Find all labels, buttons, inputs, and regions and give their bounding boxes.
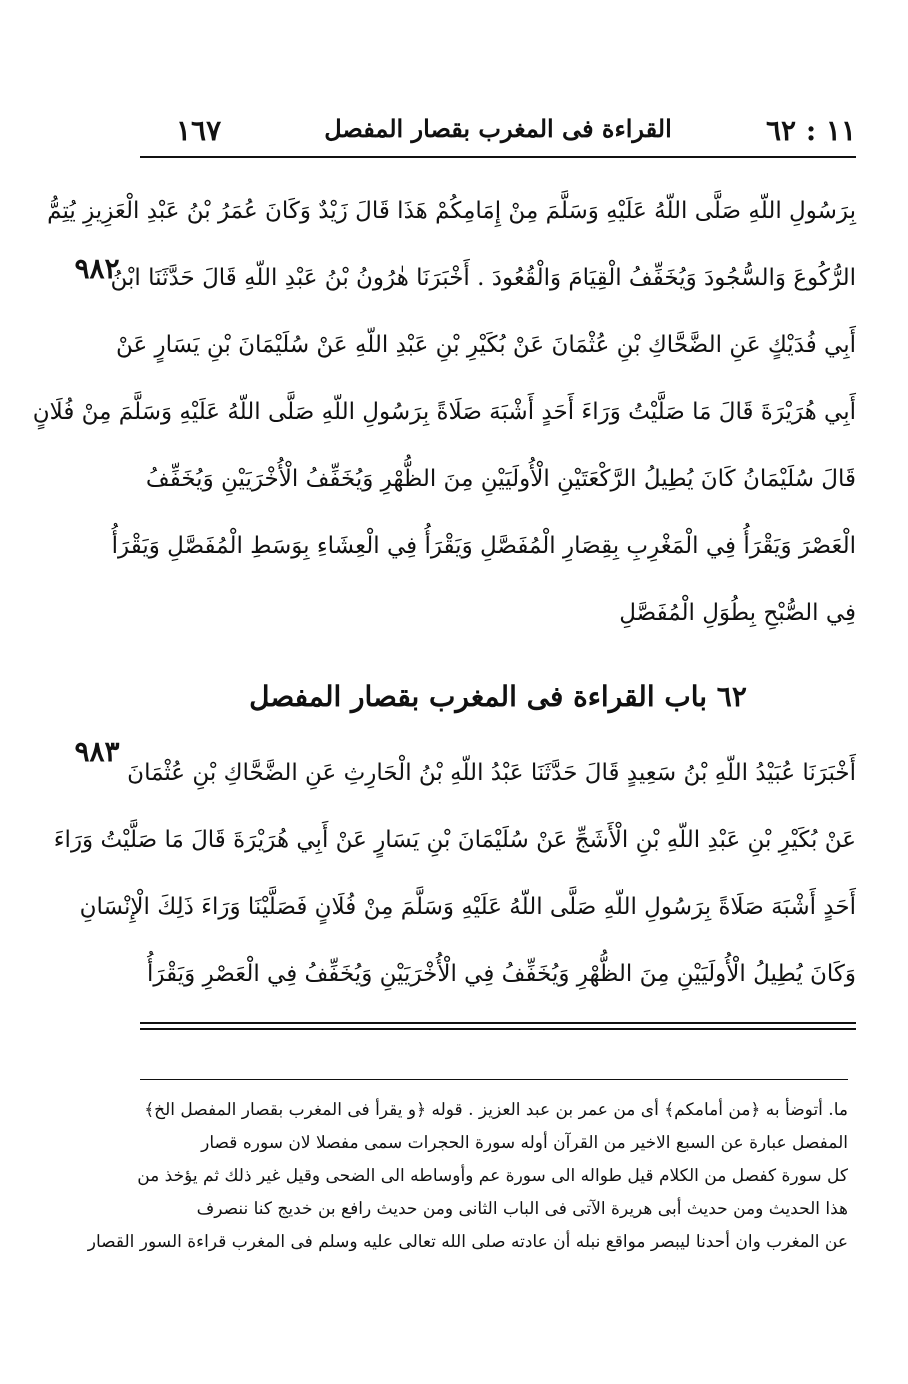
text-line: قَالَ سُلَيْمَانُ كَانَ يُطِيلُ الرَّكْعَتَيْنِ الْأُولَيَيْنِ مِنَ الظُّهْرِ وَيُخَفِّفُ الْأُخْرَيَيْنِ وَيُخَفِّفُ bbox=[145, 466, 856, 492]
note-line: كل سورة كفصل من الكلام قيل طواله الى سورة عم وأوساطه الى الضحى وقيل غير ذلك ثم يؤخذ من bbox=[137, 1166, 848, 1186]
text-line: أَبِي هُرَيْرَةَ قَالَ مَا صَلَّيْتُ وَرَاءَ أَحَدٍ أَشْبَهَ صَلَاةً بِرَسُولِ اللّهِ صَلَّى اللّهُ عَلَيْهِ وَسَلَّمَ مِنْ فُلَانٍ bbox=[32, 399, 856, 425]
page-header bbox=[140, 110, 856, 156]
hadith-number-983: ٩٨٣ bbox=[74, 735, 120, 768]
text-line: أَحَدٍ أَشْبَهَ صَلَاةً بِرَسُولِ اللّهِ صَلَّى اللّهُ عَلَيْهِ وَسَلَّمَ مِنْ فُلَانٍ فَصَلَّيْنَا وَرَاءَ ذَلِكَ الْإِنْسَانِ bbox=[79, 894, 856, 920]
header-rule bbox=[140, 156, 856, 158]
page-number: ١٦٧ bbox=[176, 114, 222, 147]
note-line: المفصل عبارة عن السبع الاخير من القرآن أوله سورة الحجرات سمى مفصلا لان سوره قصار bbox=[201, 1133, 848, 1153]
running-title: القراءة فى المغرب بقصار المفصل bbox=[324, 114, 672, 143]
text-line: بِرَسُولِ اللّهِ صَلَّى اللّهُ عَلَيْهِ وَسَلَّمَ مِنْ إِمَامِكُمْ هَذَا قَالَ زَيْدٌ وَكَانَ عُمَرُ بْنُ عَبْدِ الْعَزِيزِ يُتِمُّ bbox=[47, 198, 856, 224]
hadith-number-982: ٩٨٢ bbox=[74, 252, 120, 285]
note-line: ما. أتوضأ به ﴿من أمامكم﴾ أى من عمر بن عبد العزيز . قوله ﴿و يقرأ فى المغرب بقصار المفصل الخ﴾ bbox=[144, 1100, 848, 1120]
note-line: عن المغرب وان أحدنا ليبصر مواقع نبله أن عادته صلى الله تعالى عليه وسلم فى المغرب قراءة السور القصار bbox=[87, 1232, 848, 1252]
text-line: أَبِي فُدَيْكٍ عَنِ الضَّحَّاكِ بْنِ عُثْمَانَ عَنْ بُكَيْرِ بْنِ عَبْدِ اللّهِ عَنْ سُلَيْمَانَ بْنِ يَسَارٍ عَنْ bbox=[115, 332, 856, 358]
text-line: الْعَصْرَ وَيَقْرَأُ فِي الْمَغْرِبِ بِقِصَارِ الْمُفَصَّلِ وَيَقْرَأُ فِي الْعِشَاءِ بِوَسَطِ الْمُفَصَّلِ وَيَقْرَأُ bbox=[111, 533, 856, 559]
footnote-rule bbox=[140, 1079, 848, 1080]
double-rule-lower bbox=[140, 1028, 856, 1030]
text-line: أَخْبَرَنَا عُبَيْدُ اللّهِ بْنُ سَعِيدٍ قَالَ حَدَّثَنَا عَبْدُ اللّهِ بْنُ الْحَارِثِ عَنِ الضَّحَّاكِ بْنِ عُثْمَانَ bbox=[127, 760, 856, 786]
chapter-heading: ٦٢ باب القراءة فى المغرب بقصار المفصل bbox=[249, 680, 747, 713]
text-line: فِي الصُّبْحِ بِطُوَلِ الْمُفَصَّلِ bbox=[619, 600, 856, 626]
text-line: وَكَانَ يُطِيلُ الْأُولَيَيْنِ مِنَ الظُّهْرِ وَيُخَفِّفُ فِي الْأُخْرَيَيْنِ وَيُخَفِّفُ فِي الْعَصْرِ وَيَقْرَأُ bbox=[147, 961, 856, 987]
note-line: هذا الحديث ومن حديث أبى هريرة الآتى فى الباب الثانى ومن حديث رافع بن خديج كنا ننصرف bbox=[196, 1199, 848, 1219]
chapter-reference: ١١ : ٦٢ bbox=[766, 114, 856, 147]
text-line: الرُّكُوعَ وَالسُّجُودَ وَيُخَفِّفُ الْقِيَامَ وَالْقُعُودَ . أَخْبَرَنَا هٰرُونُ بْنُ عَبْدِ اللّهِ قَالَ حَدَّثَنَا ابْنُ bbox=[110, 265, 856, 291]
text-line: عَنْ بُكَيْرِ بْنِ عَبْدِ اللّهِ بْنِ الْأَشَجِّ عَنْ سُلَيْمَانَ بْنِ يَسَارٍ عَنْ أَبِي هُرَيْرَةَ قَالَ مَا صَلَّيْتُ وَرَاءَ bbox=[53, 827, 856, 853]
double-rule-upper bbox=[140, 1022, 856, 1024]
commentary-notes bbox=[87, 1094, 848, 1259]
